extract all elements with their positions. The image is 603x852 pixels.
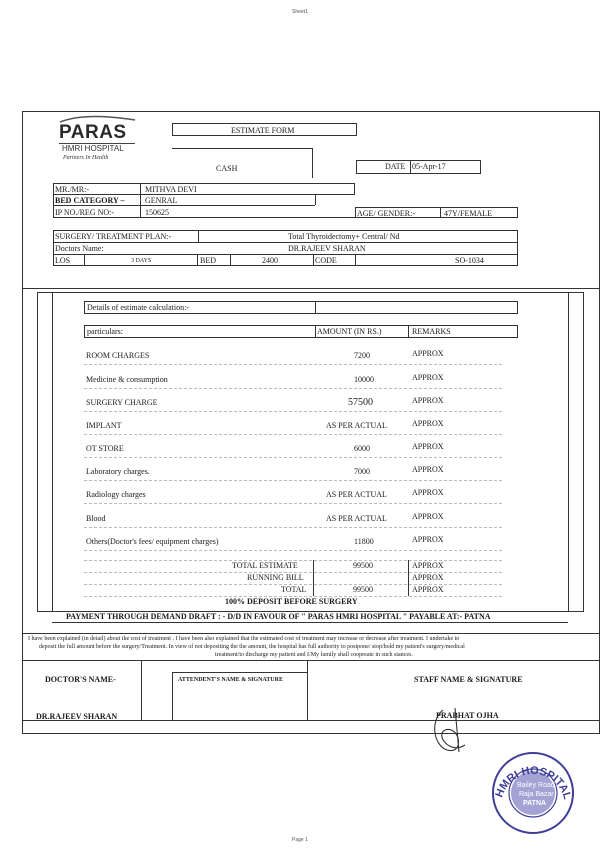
row-particular: ROOM CHARGES (86, 351, 150, 360)
code-value: SO-1034 (455, 256, 484, 265)
table-row (84, 374, 502, 386)
hospital-logo (55, 114, 145, 162)
date-value: 05-Apr-17 (412, 162, 446, 171)
bed-label: BED (200, 256, 216, 265)
patient-name-label: MR./MR:- (55, 185, 90, 194)
deposit-note: 100% DEPOSIT BEFORE SURGERY (225, 597, 358, 606)
row-particular: IMPLANT (86, 421, 122, 430)
row-remark: APPROX (412, 373, 444, 382)
row-remark: APPROX (412, 465, 444, 474)
row-amount: 7000 (354, 467, 370, 476)
header-amount: AMOUNT (IN RS.) (317, 327, 382, 336)
age-label: AGE/ GENDER:- (357, 209, 415, 218)
hospital-stamp (490, 750, 576, 836)
table-row (84, 466, 502, 478)
logo-hospital: HMRI HOSPITAL (62, 144, 124, 153)
header-remarks: REMARKS (412, 327, 451, 336)
logo-tagline: Partners In Health (63, 155, 109, 161)
row-particular: Blood (86, 514, 106, 523)
ip-label: IP NO./REG NO:- (55, 208, 115, 217)
total-estimate-amount: 99500 (353, 561, 373, 570)
stamp-arc-text: HMRI HOSPITAL (493, 764, 574, 801)
table-row (84, 443, 502, 455)
staff-sign-label: STAFF NAME & SIGNATURE (414, 675, 523, 684)
total-estimate-remark: APPROX (412, 561, 444, 570)
row-remark: APPROX (412, 442, 444, 451)
page-label: Page 1 (292, 837, 308, 843)
frame-bottom (22, 733, 600, 734)
bed-category-value: GENRAL (145, 196, 178, 205)
total-label: TOTAL (281, 585, 307, 594)
row-amount: AS PER ACTUAL (326, 421, 387, 430)
total-remark: APPROX (412, 585, 444, 594)
stamp-line-1: Bailey Road (517, 782, 555, 789)
table-row (84, 489, 502, 501)
staff-sign-value: PRABHAT OJHA (436, 711, 499, 720)
stamp-line-3: PATNA (523, 800, 547, 807)
total-estimate-label: TOTAL ESTIMATE (232, 561, 298, 570)
surgery-plan-label: SURGERY/ TREATMENT PLAN:- (55, 232, 172, 241)
payment-mode: CASH (216, 164, 238, 173)
row-amount: AS PER ACTUAL (326, 490, 387, 499)
sheet-title: Sheet1 (292, 9, 308, 15)
row-amount: 11800 (354, 537, 374, 546)
doctor-sign-value: DR.RAJEEV SHARAN (36, 712, 118, 721)
row-amount: AS PER ACTUAL (326, 514, 387, 523)
doctor-name-value: DR.RAJEEV SHARAN (288, 244, 366, 253)
row-remark: APPROX (412, 535, 444, 544)
table-row (84, 513, 502, 525)
frame-right (599, 111, 600, 733)
table-row (84, 350, 502, 362)
row-particular: Medicine & consumption (86, 375, 168, 384)
row-particular: OT STORE (86, 444, 124, 453)
table-row (84, 420, 502, 432)
details-label: Details of estimate calculation:- (87, 303, 189, 312)
disclaimer-line-2: deposit the full amount before the surgery/Treatment. In view of not depositing the the amount, the hospital has full authority to postpone/ stop/hold my patient's surgery/medical (39, 644, 465, 650)
row-remark: APPROX (412, 488, 444, 497)
row-particular: Laboratory charges. (86, 467, 150, 476)
frame-left (22, 111, 23, 733)
table-row (84, 536, 502, 548)
payment-note: PAYMENT THROUGH DEMAND DRAFT : - D/D IN FAVOUR OF " PARAS HMRI HOSPITAL " PAYABLE AT:- PATNA (66, 612, 491, 621)
date-label: DATE (385, 162, 406, 171)
logo-name: PARAS (59, 122, 127, 143)
doctor-sign-label: DOCTOR'S NAME- (45, 675, 116, 684)
disclaimer-line-1: I have been explained (in detail) about the cost of treatment . I have been also explained that the estimated cost of treatment may increase or decrease after treatment. I undertake to (28, 636, 460, 642)
row-particular: Others(Doctor's fees/ equipment charges) (86, 537, 219, 546)
row-remark: APPROX (412, 512, 444, 521)
surgery-plan-value: Total Thyroidectomy+ Central/ Nd (288, 232, 400, 241)
code-label: CODE (315, 256, 337, 265)
los-label: LOS (55, 256, 71, 265)
attendant-sign-label: ATTENDENT'S NAME & SIGNATURE (178, 677, 283, 683)
patient-name-value: MITHVA DEVI (145, 185, 197, 194)
row-amount: 6000 (354, 444, 370, 453)
los-value: 3 DAYS (131, 258, 152, 264)
row-remark: APPROX (412, 419, 444, 428)
bed-category-label: BED CATEGORY – (55, 196, 125, 205)
stamp-line-2: Raja Bazar (519, 791, 554, 798)
row-particular: SURGERY CHARGE (86, 398, 158, 407)
running-bill-remark: APPROX (412, 573, 444, 582)
running-bill-label: RUNNING BILL (247, 573, 304, 582)
handwritten-signature-icon (425, 700, 485, 760)
doctor-name-label: Doctors Name: (55, 244, 104, 253)
table-row (84, 397, 502, 409)
form-title: ESTIMATE FORM (231, 126, 295, 135)
frame-top (22, 111, 600, 112)
age-value: 47Y/FEMALE (444, 209, 492, 218)
bed-value: 2400 (262, 256, 278, 265)
disclaimer-line-3: treatment/to discharge my patient and I/My family shall coopreate in such stances. (215, 652, 413, 658)
row-remark: APPROX (412, 396, 444, 405)
total-amount: 99500 (353, 585, 373, 594)
row-amount: 10000 (354, 375, 374, 384)
row-particular: Radiology charges (86, 490, 146, 499)
header-particulars: particulars: (87, 327, 123, 336)
form-title-box (172, 123, 357, 136)
ip-value: 150625 (145, 208, 169, 217)
row-amount: 7200 (354, 351, 370, 360)
row-amount: 57500 (348, 397, 373, 408)
row-remark: APPROX (412, 349, 444, 358)
